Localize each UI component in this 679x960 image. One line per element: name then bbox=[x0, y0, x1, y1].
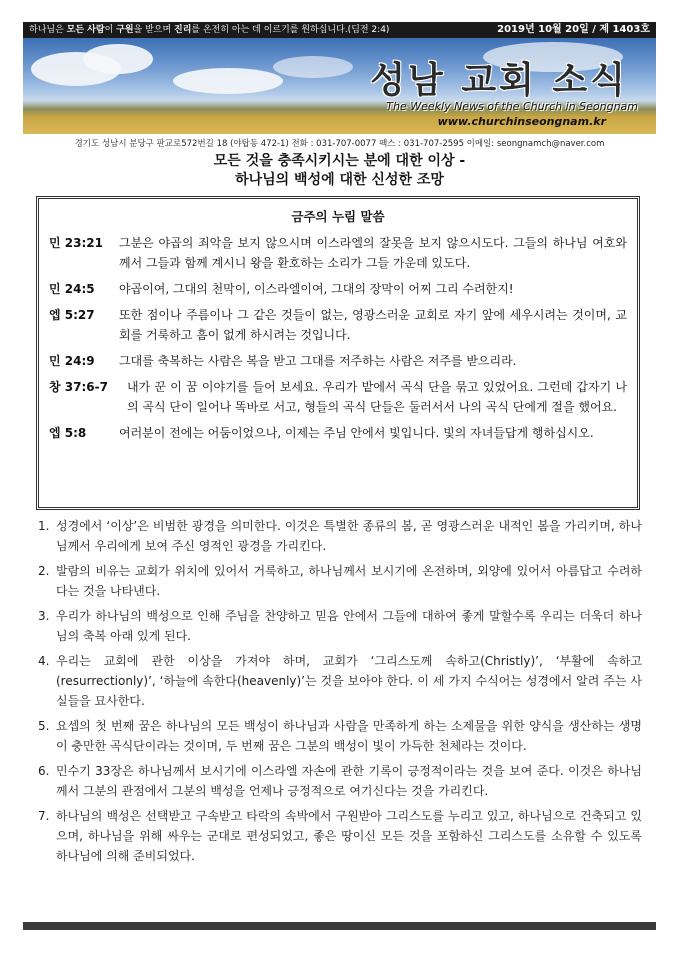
point-text: 발람의 비유는 교회가 위치에 있어서 거룩하고, 하나님께서 보시기에 온전하며, 외양에 있어서 아름답고 수려하다는 것을 나타낸다. bbox=[56, 564, 642, 598]
list-item bbox=[38, 516, 642, 556]
list-item bbox=[38, 806, 642, 866]
point-text: 요셉의 첫 번째 꿈은 하나님의 모든 백성이 하나님과 사람을 만족하게 하는 소제물을 위한 양식을 생산하는 생명이 충만한 곡식단이라는 것이며, 두 번째 꿈은 그분의 백성이 빛이 가득한 천체라는 것이다. bbox=[56, 719, 642, 753]
verse-item bbox=[49, 233, 627, 273]
point-number: 3. bbox=[38, 609, 50, 623]
list-item bbox=[38, 761, 642, 801]
verse-reference: 민 24:9 bbox=[49, 354, 95, 368]
verse-text: 또한 점이나 주름이나 그 같은 것들이 없는, 영광스러운 교회로 자기 앞에 세우시려는 것이며, 교회를 거룩하고 흠이 없게 하시려는 것입니다. bbox=[119, 308, 627, 342]
point-number: 4. bbox=[38, 654, 50, 668]
verse-item bbox=[49, 377, 627, 417]
verse-reference: 엡 5:8 bbox=[49, 426, 87, 440]
point-number: 7. bbox=[38, 809, 50, 823]
issue-info: 2019년 10월 20일 / 제 1403호 bbox=[497, 24, 650, 35]
verse-item bbox=[49, 351, 627, 371]
title-line-1: 모든 것을 충족시키시는 분에 대한 이상 - bbox=[213, 153, 466, 169]
point-number: 1. bbox=[38, 519, 50, 533]
verse-item bbox=[49, 305, 627, 345]
verse-text: 내가 꾼 이 꿈 이야기를 들어 보세요. 우리가 밭에서 곡식 단을 묶고 있었어요. 그런데 갑자기 나의 곡식 단이 일어나 똑바로 서고, 형들의 곡식 단들은 둘러서서 나의 곡식 단에게 절을 했어요. bbox=[127, 380, 627, 414]
verse-reference: 민 24:5 bbox=[49, 282, 95, 296]
verse-text: 여러분이 전에는 어둠이었으나, 이제는 주님 안에서 빛입니다. 빛의 자녀들답게 행하십시오. bbox=[119, 426, 594, 440]
verse-reference: 민 23:21 bbox=[49, 236, 103, 250]
outline-points bbox=[38, 516, 642, 871]
verse-text: 그분은 야곱의 죄악을 보지 않으시며 이스라엘의 잘못을 보지 않으시도다. 그들의 하나님 여호와께서 그들과 함께 계시니 왕을 환호하는 소리가 그들 가운데 있도다. bbox=[119, 236, 627, 270]
newsletter-subtitle: The Weekly News of the Church in Seongnam bbox=[386, 100, 638, 113]
point-text: 우리는 교회에 관한 이상을 가져야 하며, 교회가 ‘그리스도께 속하고(Christly)’, ‘부활에 속하고(resurrectionly)’, ‘하늘에 속한다(heavenly)’는 것을 보아야 한다. 이 세 가지 수식어는 성경에서 알려 주는 사실들을 묘사한다. bbox=[56, 654, 642, 708]
title-line-2: 하나님의 백성에 대한 신성한 조망 bbox=[235, 172, 444, 188]
verse-heading: 금주의 누림 말씀 bbox=[291, 209, 385, 224]
point-text: 우리가 하나님의 백성으로 인해 주님을 찬양하고 믿음 안에서 그들에 대하여 좋게 말할수록 우리는 더욱더 하나님의 축복 아래 있게 된다. bbox=[56, 609, 642, 643]
header-bar bbox=[23, 22, 656, 38]
point-number: 6. bbox=[38, 764, 50, 778]
verse-item bbox=[49, 279, 627, 299]
page-title bbox=[23, 152, 656, 190]
verse-text: 그대를 축복하는 사람은 복을 받고 그대를 저주하는 사람은 저주를 받으리라. bbox=[119, 354, 517, 368]
point-text: 하나님의 백성은 선택받고 구속받고 타락의 속박에서 구원받아 그리스도를 누리고 있고, 하나님으로 건축되고 있으며, 하나님을 위해 싸우는 군대로 편성되었고, 좋은 땅이신 모든 것을 포함하신 그리스도를 소유할 수 있도록 하나님에 의해 준비되었다. bbox=[56, 809, 642, 863]
list-item bbox=[38, 651, 642, 711]
newsletter-title: 성남 교회 소식 bbox=[370, 60, 628, 101]
point-text: 성경에서 ‘이상’은 비범한 광경을 의미한다. 이것은 특별한 종류의 봄, 곧 영광스러운 내적인 봄을 가리키며, 하나님께서 우리에게 보여 주신 영적인 광경을 가리킨다. bbox=[56, 519, 642, 553]
list-item bbox=[38, 606, 642, 646]
list-item bbox=[38, 716, 642, 756]
point-number: 2. bbox=[38, 564, 50, 578]
verse-box bbox=[36, 196, 640, 510]
verse-text: 야곱이여, 그대의 천막이, 이스라엘이여, 그대의 장막이 어찌 그리 수려한지! bbox=[119, 282, 514, 296]
verse-item bbox=[49, 423, 627, 443]
list-item bbox=[38, 561, 642, 601]
footer-divider bbox=[23, 922, 656, 930]
contact-address: 경기도 성남시 분당구 판교로572번길 18 (야탑동 472-1) 전화 : 031-707-0077 팩스 : 031-707-2595 이메일: seongnamch@naver.com bbox=[74, 139, 605, 149]
verse-reference: 창 37:6-7 bbox=[49, 380, 108, 394]
point-number: 5. bbox=[38, 719, 50, 733]
point-text: 민수기 33장은 하나님께서 보시기에 이스라엘 자손에 관한 기록이 긍정적이라는 것을 보여 준다. 이것은 하나님께서 그분의 관점에서 그분의 백성을 언제나 긍정적으로 여기신다는 것을 가리킨다. bbox=[56, 764, 642, 798]
banner-image bbox=[23, 38, 656, 134]
website-url[interactable]: www.churchinseongnam.kr bbox=[437, 115, 606, 128]
verse-reference: 엡 5:27 bbox=[49, 308, 95, 322]
header-verse: 하나님은 모든 사람이 구원을 받으며 진리를 온전히 아는 데 이르기를 원하십니다.(딤전 2:4) bbox=[29, 25, 390, 35]
